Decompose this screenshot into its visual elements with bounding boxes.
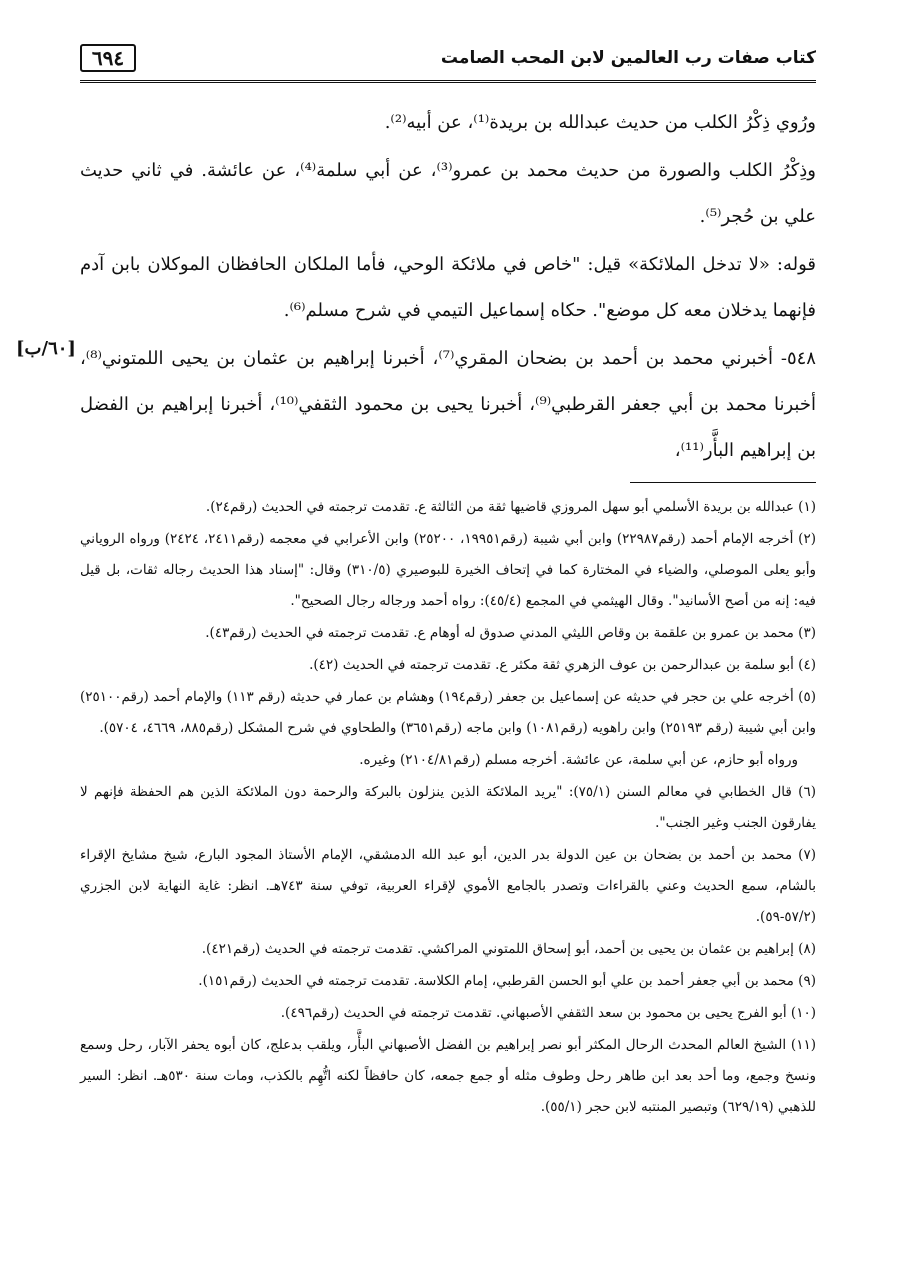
footnote-5: (٥) أخرجه علي بن حجر في حديثه عن إسماعيل بن جعفر (رقم١٩٤) وهشام بن عمار في حديثه (رقم ١١٣) والإمام أحمد (رقم٢٥١٠٠) وابن أبي شيبة (رقم ٢٥١٩٣) وابن راهويه (رقم١٠٨١) وابن ماجه (رقم٣٦٥١) والطحاوي في شرح المشكل (رقم٨٨٥، ٤٦٦٩، ٥٧٠٤). — [80, 689, 816, 736]
paragraph: قوله: «لا تدخل الملائكة» قيل: "خاص في ملائكة الوحي، فأما الملكان الحافظان الموكلان بابن آدم فإنهما يدخلان معه كل موضع". حكاه إسماعيل التيمي في شرح مسلم⁽⁶⁾. — [80, 254, 816, 321]
footnote-7: (٧) محمد بن أحمد بن بضحان بن عين الدولة بدر الدين، أبو عبد الله الدمشقي، الإمام الأستاذ المجود البارع، شيخ مشايخ الإقراء بالشام، سمع الحديث وعني بالقراءات وتصدر بالجامع الأموي لإقراء العربية، توفي سنة ٧٤٣هـ. انظر: غاية النهاية لابن الجزري (٥٧/٢-٥٩). — [80, 847, 817, 925]
footnote-1: (١) عبدالله بن بريدة الأسلمي أبو سهل المروزي قاضيها ثقة من الثالثة ع. تقدمت ترجمته في الحديث (رقم٢٤). — [205, 499, 816, 515]
footnote-divider — [630, 482, 816, 483]
manuscript-folio-marker: [٦٠/ب] — [16, 338, 76, 359]
footnote-6: (٦) قال الخطابي في معالم السنن (٧٥/١): "يريد الملائكة الذين ينزلون بالبركة والرحمة دون الملائكة الذين هم الحفظة فإنهم لا يفارقون الجنب وغير الجنب". — [80, 784, 816, 831]
footnote-10: (١٠) أبو الفرج يحيى بن محمود بن سعد الثقفي الأصبهاني. تقدمت ترجمته في الحديث (رقم٤٩٦). — [280, 1005, 816, 1021]
paragraph: ورُوي ذِكْرُ الكلب من حديث عبدالله بن بريدة⁽¹⁾، عن أبيه⁽²⁾. — [384, 112, 816, 133]
footnotes — [80, 492, 816, 1124]
page-number: ٦٩٤ — [80, 44, 136, 72]
footnote-5-continued: ورواه أبو حازم، عن أبي سلمة، عن عائشة. أخرجه مسلم (رقم٢١٠٤/٨١) وغيره. — [359, 752, 798, 768]
footnote-11: (١١) الشيخ العالم المحدث الرحال المكثر أبو نصر إبراهيم بن الفضل الأصبهاني البأَّر، ويلقب بدعلج، كان أبوه يحفر الآبار، رحل وسمع ونسخ وجمع، وما أحد بعد ابن طاهر رحل وطوف مثله أو جمع جمعه، كان حافظاً لكنه اتُّهِم بالكذب، ومات سنة ٥٣٠هـ. انظر: السير للذهبي (٦٢٩/١٩) وتبصير المنتبه لابن حجر (٥٥/١). — [80, 1037, 816, 1115]
footnote-2: (٢) أخرجه الإمام أحمد (رقم٢٢٩٨٧) وابن أبي شيبة (رقم١٩٩٥١، ٢٥٢٠٠) وابن الأعرابي في معجمه (رقم٢٤١١، ٢٤٢٤) ورواه الروياني وأبو يعلى الموصلي، والضياء في المختارة كما في إتحاف الخيرة للبوصيري (٣١٠/٥) وقال: "إسناد هذا الحديث رجاله ثقات، بل قيل فيه: إنه من أصح الأسانيد". وقال الهيثمي في المجمع (٤٥/٤): رواه أحمد ورجاله رجال الصحيح". — [80, 531, 816, 609]
hadith-chain: ٥٤٨- أخبرني محمد بن أحمد بن بضحان المقري⁽⁷⁾، أخبرنا إبراهيم بن عثمان بن يحيى اللمتوني⁽⁸⁾، أخبرنا محمد بن أبي جعفر القرطبي⁽⁹⁾، أخبرنا يحيى بن محمود الثقفي⁽¹⁰⁾، أخبرنا إبراهيم بن الفضل بن إبراهيم البأَّر⁽¹¹⁾، — [80, 348, 816, 461]
footnote-3: (٣) محمد بن عمرو بن علقمة بن وقاص الليثي المدني صدوق له أوهام ع. تقدمت ترجمته في الحديث (رقم٤٣). — [205, 625, 816, 641]
footnote-8: (٨) إبراهيم بن عثمان بن يحيى بن أحمد، أبو إسحاق اللمتوني المراكشي. تقدمت ترجمته في الحديث (رقم٤٢١). — [201, 941, 816, 957]
footnote-9: (٩) محمد بن أبي جعفر أحمد بن علي أبو الحسن القرطبي، إمام الكلاسة. تقدمت ترجمته في الحديث (رقم١٥١). — [198, 973, 816, 989]
main-text — [80, 100, 816, 476]
page-header — [80, 40, 816, 83]
paragraph: وذِكْرُ الكلب والصورة من حديث محمد بن عمرو⁽³⁾، عن أبي سلمة⁽⁴⁾، عن عائشة. في ثاني حديث علي بن حُجر⁽⁵⁾. — [80, 160, 817, 227]
book-title: كتاب صفات رب العالمين لابن المحب الصامت — [440, 48, 816, 68]
footnote-4: (٤) أبو سلمة بن عبدالرحمن بن عوف الزهري ثقة مكثر ع. تقدمت ترجمته في الحديث (٤٢). — [309, 657, 816, 673]
